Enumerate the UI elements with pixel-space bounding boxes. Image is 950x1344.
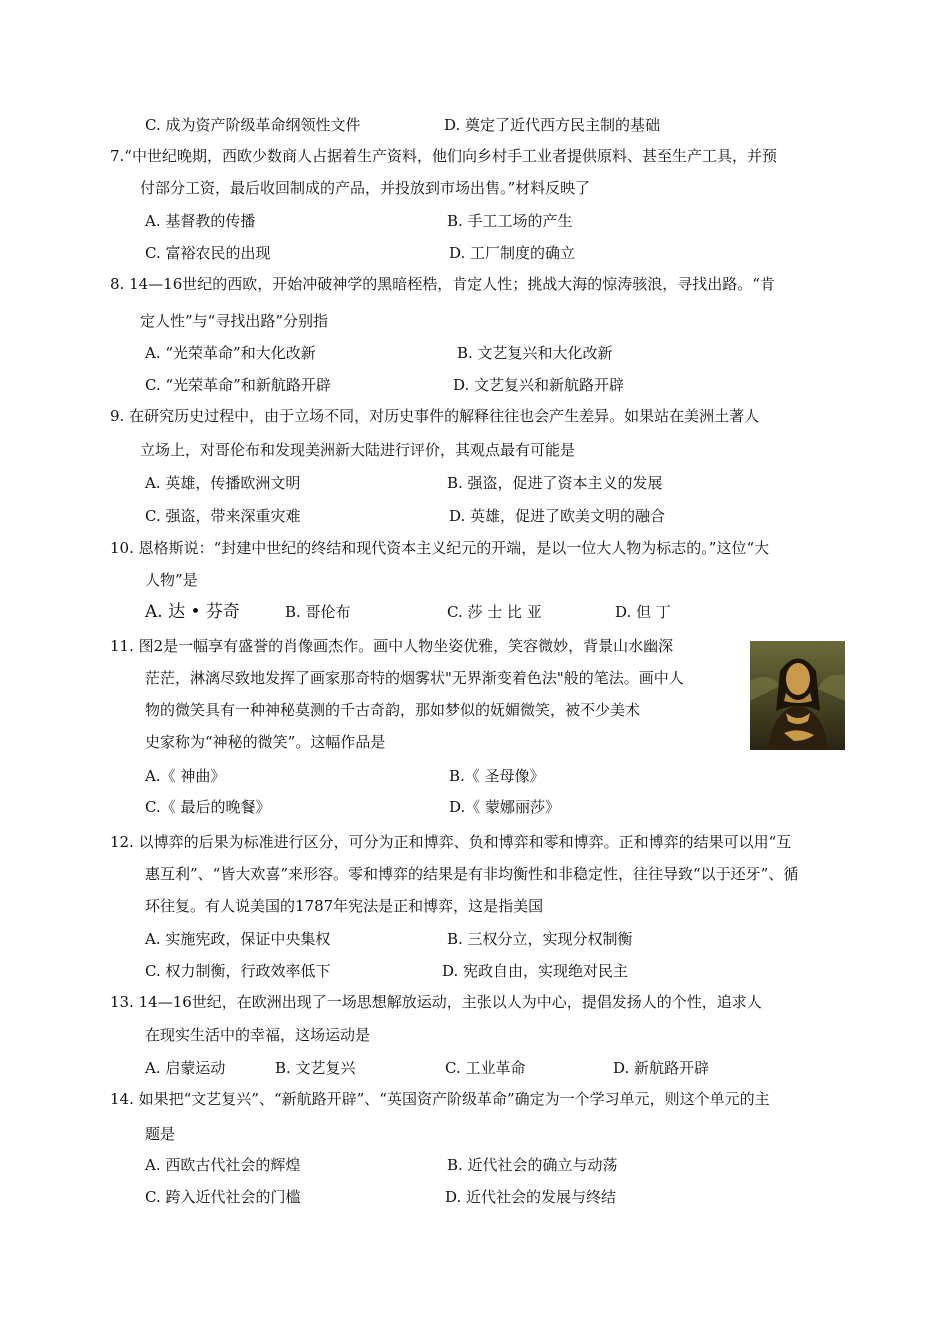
mona-lisa-figure [750,641,845,750]
q7-option-b: B. 手工工场的产生 [447,212,573,230]
q14-stem-line2: 题是 [145,1125,176,1143]
q11-stem-line3: 物的微笑具有一种神秘莫测的千古奇韵，那如梦似的妩媚微笑，被不少美术 [145,701,641,719]
q12-option-d: D. 宪政自由，实现绝对民主 [442,962,629,980]
q7-option-d: D. 工厂制度的确立 [449,244,576,262]
q13-option-a: A. 启蒙运动 [145,1059,226,1077]
q8-option-a: A. “光荣革命”和大化改新 [145,344,316,362]
q9-option-a: A. 英雄，传播欧洲文明 [145,474,301,492]
q10-option-d: D. 但 丁 [615,603,671,621]
q14-option-b: B. 近代社会的确立与动荡 [447,1156,618,1174]
q12-option-b: B. 三权分立，实现分权制衡 [447,930,633,948]
q14-stem-line1: 14. 如果把“文艺复兴”、“新航路开辟”、“英国资产阶级革命”确定为一个学习单元，则这个单元的主 [110,1090,770,1108]
q11-option-c: C.《 最后的晚餐》 [145,798,271,816]
q7-option-a: A. 基督教的传播 [145,212,256,230]
q12-option-a: A. 实施宪政，保证中央集权 [145,930,331,948]
q11-stem-line4: 史家称为“神秘的微笑”。这幅作品是 [145,733,386,751]
q13-stem-line1: 13. 14—16世纪，在欧洲出现了一场思想解放运动，主张以人为中心，提倡发扬人的个性，追求人 [110,993,762,1011]
q9-stem-line2: 立场上，对哥伦布和发现美洲新大陆进行评价，其观点最有可能是 [140,441,576,459]
q9-option-d: D. 英雄，促进了欧美文明的融合 [449,507,666,525]
q13-option-b: B. 文艺复兴 [275,1059,356,1077]
q6-option-d: D. 奠定了近代西方民主制的基础 [444,116,661,134]
q9-option-c: C. 强盗，带来深重灾难 [145,507,301,525]
q14-option-d: D. 近代社会的发展与终结 [445,1188,617,1206]
q12-option-c: C. 权力制衡，行政效率低下 [145,962,331,980]
q7-stem-line2: 付部分工资，最后收回制成的产品，并投放到市场出售。”材料反映了 [140,179,591,197]
q11-stem-line1: 11. 图2是一幅享有盛誉的肖像画杰作。画中人物坐姿优雅，笑容微妙，背景山水幽深 [110,637,674,655]
q11-option-b: B.《 圣母像》 [449,767,545,785]
q10-option-c: C. 莎 士 比 亚 [447,603,542,621]
q12-stem-line3: 环往复。有人说美国的1787年宪法是正和博弈，这是指美国 [145,897,544,915]
q8-stem-line1: 8. 14—16世纪的西欧，开始冲破神学的黑暗桎梏，肯定人性；挑战大海的惊涛骇浪，寻找出路。“肯 [110,275,775,293]
q7-option-c: C. 富裕农民的出现 [145,244,271,262]
q8-option-b: B. 文艺复兴和大化改新 [457,344,613,362]
q10-option-a: A. 达 • 芬奇 [145,602,240,622]
q11-stem-line2: 茫茫，淋漓尽致地发挥了画家那奇特的烟雾状"无界渐变着色法"般的笔法。画中人 [145,669,684,687]
mona-lisa-image [750,641,845,750]
q14-option-a: A. 西欧古代社会的辉煌 [145,1156,301,1174]
q10-option-b: B. 哥伦布 [285,603,351,621]
q13-option-d: D. 新航路开辟 [613,1059,710,1077]
q13-option-c: C. 工业革命 [445,1059,526,1077]
q9-stem-line1: 9. 在研究历史过程中，由于立场不同，对历史事件的解释往往也会产生差异。如果站在美洲土著人 [110,407,760,425]
q6-option-c: C. 成为资产阶级革命纲领性文件 [145,116,361,134]
q12-stem-line2: 惠互利”、“皆大欢喜”来形容。零和博弈的结果是有非均衡性和非稳定性，往往导致“以于还牙”、循 [145,865,799,883]
q14-option-c: C. 跨入近代社会的门槛 [145,1188,301,1206]
q10-stem-line1: 10. 恩格斯说：“封建中世纪的终结和现代资本主义纪元的开端，是以一位大人物为标志的。”这位“大 [110,539,770,557]
q13-stem-line2: 在现实生活中的幸福，这场运动是 [145,1026,371,1044]
q9-option-b: B. 强盗，促进了资本主义的发展 [447,474,663,492]
q11-option-d: D.《 蒙娜丽莎》 [449,798,561,816]
q11-option-a: A.《 神曲》 [145,767,226,785]
q8-option-c: C. “光荣革命”和新航路开辟 [145,376,331,394]
q8-stem-line2: 定人性”与“寻找出路”分别指 [140,312,329,330]
q10-stem-line2: 人物”是 [145,571,198,589]
q8-option-d: D. 文艺复兴和新航路开辟 [453,376,625,394]
q12-stem-line1: 12. 以博弈的后果为标准进行区分，可分为正和博弈、负和博弈和零和博弈。正和博弈的结果可以用“互 [110,833,792,851]
q7-stem-line1: 7.“中世纪晚期，西欧少数商人占据着生产资料，他们向乡村手工业者提供原料、甚至生产工具，并预 [110,147,777,165]
